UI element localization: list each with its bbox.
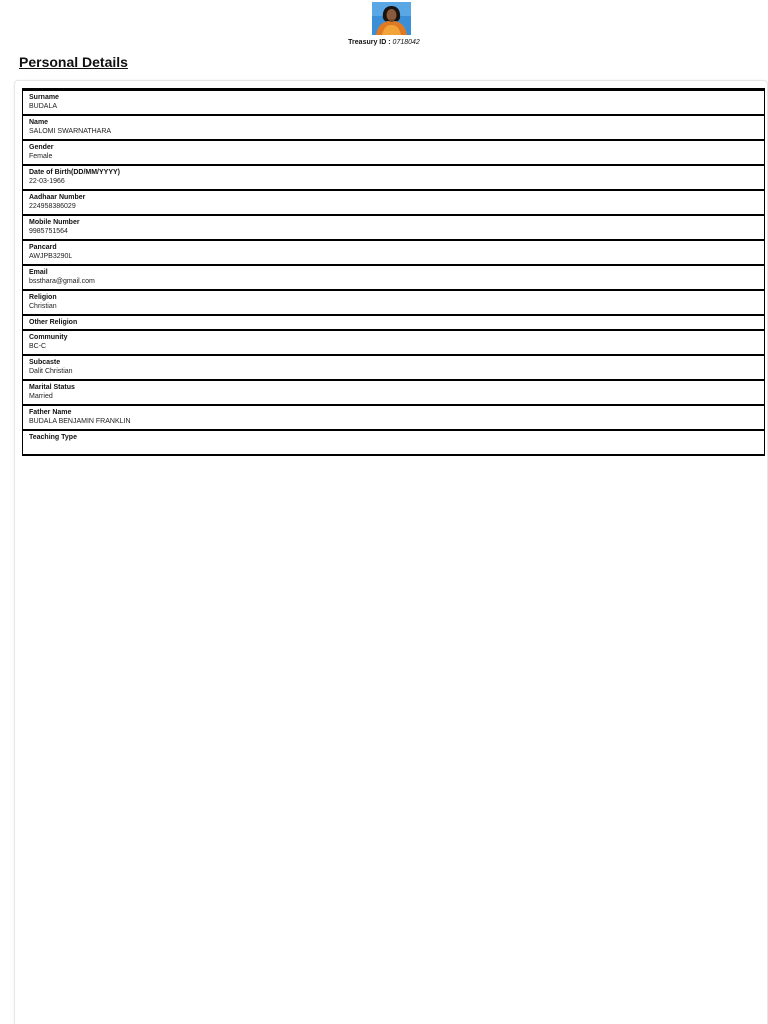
field-label: Marital Status xyxy=(29,384,75,391)
field-label: Surname xyxy=(29,94,59,101)
field-value: Married xyxy=(29,393,53,400)
field-value: BC-C xyxy=(29,343,47,350)
field-value: BUDALA xyxy=(29,103,58,110)
field-value: Female xyxy=(29,153,53,160)
field-row-pancard xyxy=(23,240,765,265)
field-label: Aadhaar Number xyxy=(29,194,86,201)
field-row-subcaste xyxy=(23,355,765,380)
field-label: Religion xyxy=(29,294,57,301)
field-label: Subcaste xyxy=(29,359,61,366)
field-value xyxy=(29,442,758,452)
field-value: 22-03-1966 xyxy=(29,178,65,185)
field-row-gender xyxy=(23,140,765,165)
field-label: Teaching Type xyxy=(29,434,77,441)
field-row-surname xyxy=(23,90,765,116)
field-row-father-name xyxy=(23,405,765,430)
field-value: AWJPB3290L xyxy=(29,253,73,260)
field-row-email xyxy=(23,265,765,290)
field-label: Other Religion xyxy=(29,319,78,326)
field-label: Mobile Number xyxy=(29,219,80,226)
field-value: bssthara@gmail.com xyxy=(29,278,95,285)
treasury-id-line xyxy=(0,39,768,46)
person-photo-icon xyxy=(372,2,411,35)
treasury-id-value: 0718042 xyxy=(392,39,420,46)
field-row-other-religion xyxy=(23,315,765,330)
field-row-marital-status xyxy=(23,380,765,405)
field-label: Father Name xyxy=(29,409,72,416)
field-value: Dalit Christian xyxy=(29,368,73,375)
field-value: 224958386029 xyxy=(29,203,76,210)
personal-details-card xyxy=(14,80,768,1024)
field-value: SALOMI SWARNATHARA xyxy=(29,128,112,135)
field-row-teaching-type xyxy=(23,430,765,455)
field-row-name xyxy=(23,115,765,140)
field-row-community xyxy=(23,330,765,355)
field-label: Gender xyxy=(29,144,54,151)
field-label: Email xyxy=(29,269,48,276)
field-label: Community xyxy=(29,334,68,341)
section-title: Personal Details xyxy=(19,54,128,70)
personal-details-table xyxy=(22,88,765,456)
field-row-mobile-number xyxy=(23,215,765,240)
field-row-aadhaar-number xyxy=(23,190,765,215)
field-value: Christian xyxy=(29,303,57,310)
field-value: BUDALA BENJAMIN FRANKLIN xyxy=(29,418,131,425)
treasury-id-label: Treasury ID : xyxy=(348,39,391,46)
field-row-date-of-birth xyxy=(23,165,765,190)
details-table-viewport xyxy=(22,88,765,512)
profile-photo xyxy=(372,2,411,35)
field-label: Name xyxy=(29,119,49,126)
field-label: Pancard xyxy=(29,244,57,251)
field-row-religion xyxy=(23,290,765,315)
field-label: Date of Birth(DD/MM/YYYY) xyxy=(29,169,120,176)
field-value: 9985751564 xyxy=(29,228,68,235)
